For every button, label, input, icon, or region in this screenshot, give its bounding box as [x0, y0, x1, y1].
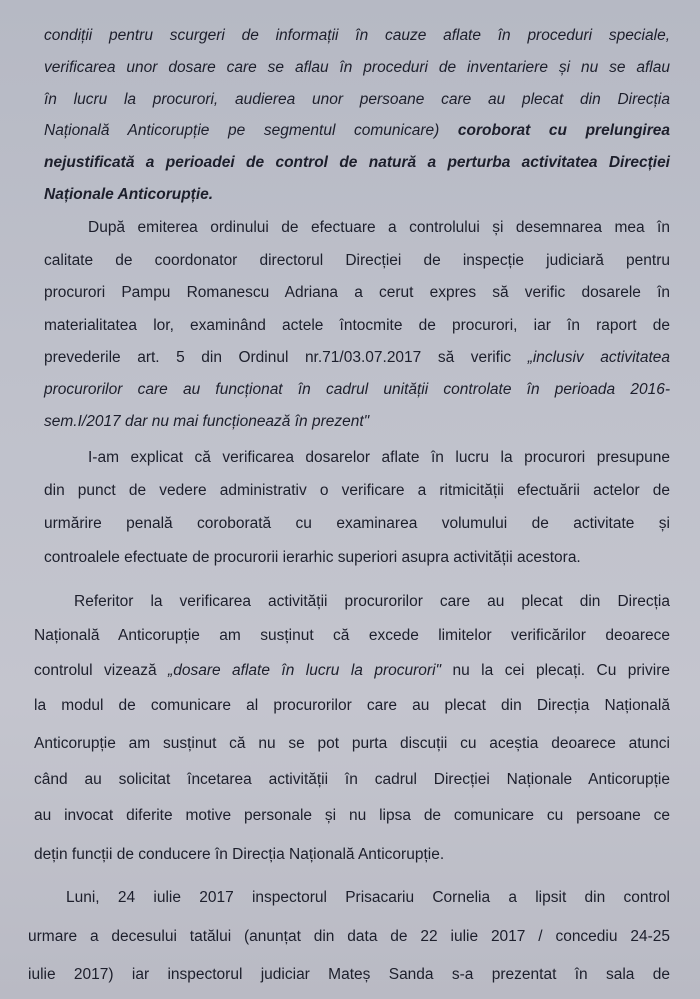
paragraph-2-line-7: sem.I/2017 dar nu mai funcționează în prezent" — [44, 413, 370, 430]
paragraph-2-line-4: materialitatea lor, examinând actele întocmite de procurori, iar în raport de — [44, 317, 670, 334]
paragraph-2-line-5: prevederile art. 5 din Ordinul nr.71/03.07.2017 să verific „inclusiv activitatea — [44, 349, 670, 366]
paragraph-1-line-1: condiții pentru scurgeri de informații în cauze aflate în proceduri speciale, — [44, 27, 670, 44]
paragraph-1-line-3: în lucru la procurori, audierea unor persoane care au plecat din Direcția — [44, 91, 670, 108]
paragraph-5-line-3: iulie 2017) iar inspectorul judiciar Mateș Sanda s-a prezentat în sala de — [28, 966, 670, 983]
paragraph-3-line-3: urmărire penală coroborată cu examinarea volumului de activitate și — [44, 515, 670, 532]
paragraph-4-line-6: când au solicitat încetarea activității în cadrul Direcției Naționale Anticorupție — [34, 771, 670, 788]
paragraph-1-line-6: Naționale Anticorupție. — [44, 186, 214, 203]
paragraph-5-line-2: urmare a decesului tatălui (anunțat din data de 22 iulie 2017 / concediu 24-25 — [28, 928, 670, 945]
paragraph-4-line-4: la modul de comunicare al procurorilor care au plecat din Direcția Națională — [34, 697, 670, 714]
paragraph-3-line-1: I-am explicat că verificarea dosarelor aflate în lucru la procurori presupune — [88, 449, 670, 466]
paragraph-4-line-5: Anticorupție am susținut că nu se pot purta discuții cu aceștia deoarece atunci — [34, 735, 670, 752]
paragraph-1-line-5: nejustificată a perioadei de control de natură a perturba activitatea Direcției — [44, 154, 670, 171]
paragraph-4-line-3: controlul vizează „dosare aflate în lucru la procurori" nu la cei plecați. Cu privire — [34, 662, 670, 679]
paragraph-2-line-2: calitate de coordonator directorul Direcției de inspecție judiciară pentru — [44, 252, 670, 269]
paragraph-4-line-2: Națională Anticorupție am susținut că excede limitelor verificărilor deoarece — [34, 627, 670, 644]
paragraph-4-line-1: Referitor la verificarea activității procurorilor care au plecat din Direcția — [74, 593, 670, 610]
paragraph-3-line-4: controalele efectuate de procurorii ierarhic superiori asupra activității acestora. — [44, 549, 581, 566]
paragraph-2-line-6: procurorilor care au funcționat în cadrul unității controlate în perioada 2016- — [44, 381, 670, 398]
paragraph-1-line-2: verificarea unor dosare care se aflau în proceduri de inventariere și nu se aflau — [44, 59, 670, 76]
paragraph-3-line-2: din punct de vedere administrativ o verificare a ritmicității efectuării actelor de — [44, 482, 670, 499]
paragraph-5-line-1: Luni, 24 iulie 2017 inspectorul Prisacariu Cornelia a lipsit din control — [66, 889, 670, 906]
paragraph-2-line-1: După emiterea ordinului de efectuare a controlului și desemnarea mea în — [88, 219, 670, 236]
paragraph-4-line-8: dețin funcții de conducere în Direcția Națională Anticorupție. — [34, 846, 445, 863]
paragraph-4-line-7: au invocat diferite motive personale și nu lipsa de comunicare cu persoane ce — [34, 807, 670, 824]
paragraph-1-line-4: Națională Anticorupție pe segmentul comunicare) coroborat cu prelungirea — [44, 122, 670, 139]
paragraph-2-line-3: procurori Pampu Romanescu Adriana a cerut expres să verific dosarele în — [44, 284, 670, 301]
